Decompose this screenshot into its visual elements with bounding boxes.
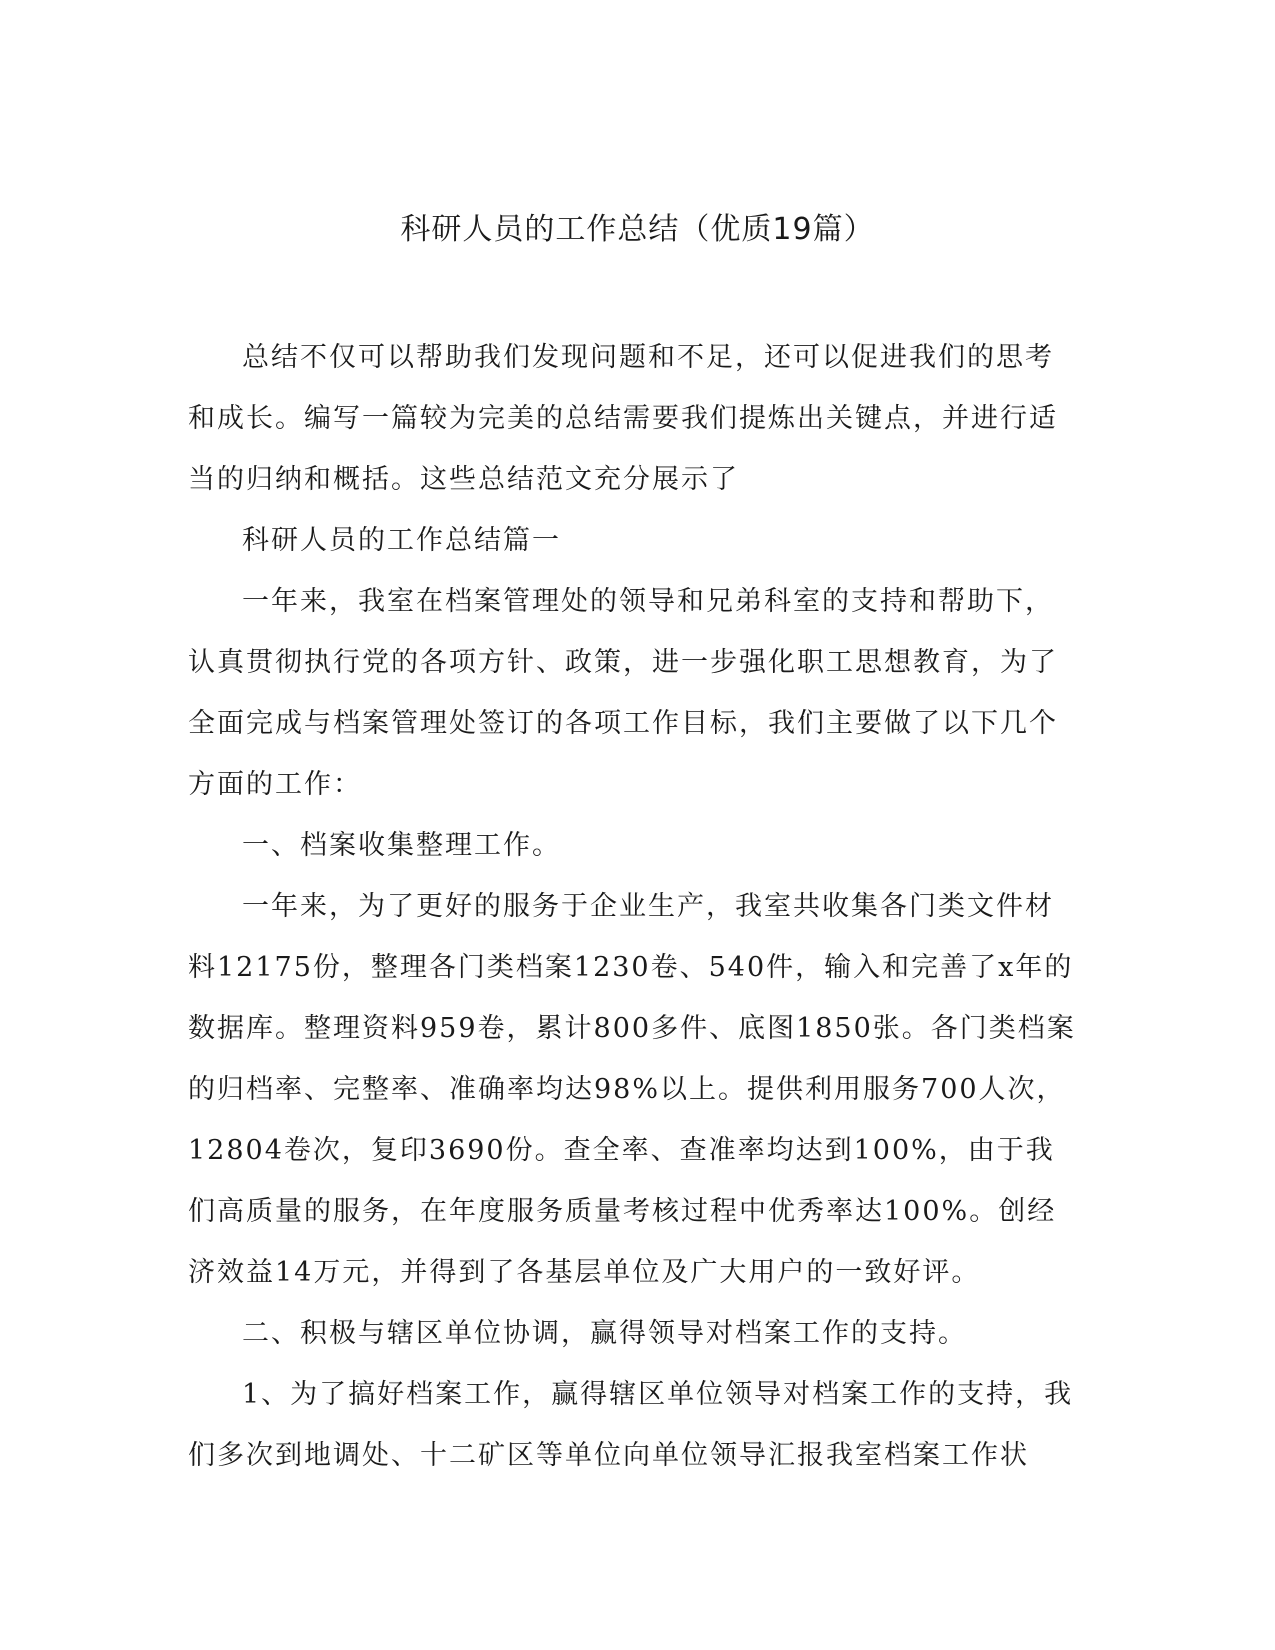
paragraph: 一年来，为了更好的服务于企业生产，我室共收集各门类文件材料12175份，整理各门类档案1230卷、540件，输入和完善了x年的数据库。整理资料959卷，累计800多件、底图1850张。各门类档案的归档率、完整率、准确率均达98%以上。提供利用服务700人次，12804卷次，复印3690份。查全率、查准率均达到100%，由于我们高质量的服务，在年度服务质量考核过程中优秀率达100%。创经济效益14万元，并得到了各基层单位及广大用户的一致好评。 bbox=[188, 891, 1076, 1288]
document-title: 科研人员的工作总结（优质19篇） bbox=[400, 212, 875, 247]
subsection-heading: 二、积极与辖区单位协调，赢得领导对档案工作的支持。 bbox=[242, 1318, 967, 1349]
paragraph: 1、为了搞好档案工作，赢得辖区单位领导对档案工作的支持，我们多次到地调处、十二矿区等单位向单位领导汇报我室档案工作状 bbox=[188, 1379, 1074, 1471]
document-body bbox=[188, 327, 1078, 1486]
subsection-heading: 一、档案收集整理工作。 bbox=[242, 830, 561, 861]
section-heading: 科研人员的工作总结篇一 bbox=[242, 525, 561, 556]
paragraph-intro: 总结不仅可以帮助我们发现问题和不足，还可以促进我们的思考和成长。编写一篇较为完美的总结需要我们提炼出关键点，并进行适当的归纳和概括。这些总结范文充分展示了 bbox=[188, 342, 1058, 495]
paragraph: 一年来，我室在档案管理处的领导和兄弟科室的支持和帮助下，认真贯彻执行党的各项方针、政策，进一步强化职工思想教育，为了全面完成与档案管理处签订的各项工作目标，我们主要做了以下几个方面的工作： bbox=[188, 586, 1058, 800]
